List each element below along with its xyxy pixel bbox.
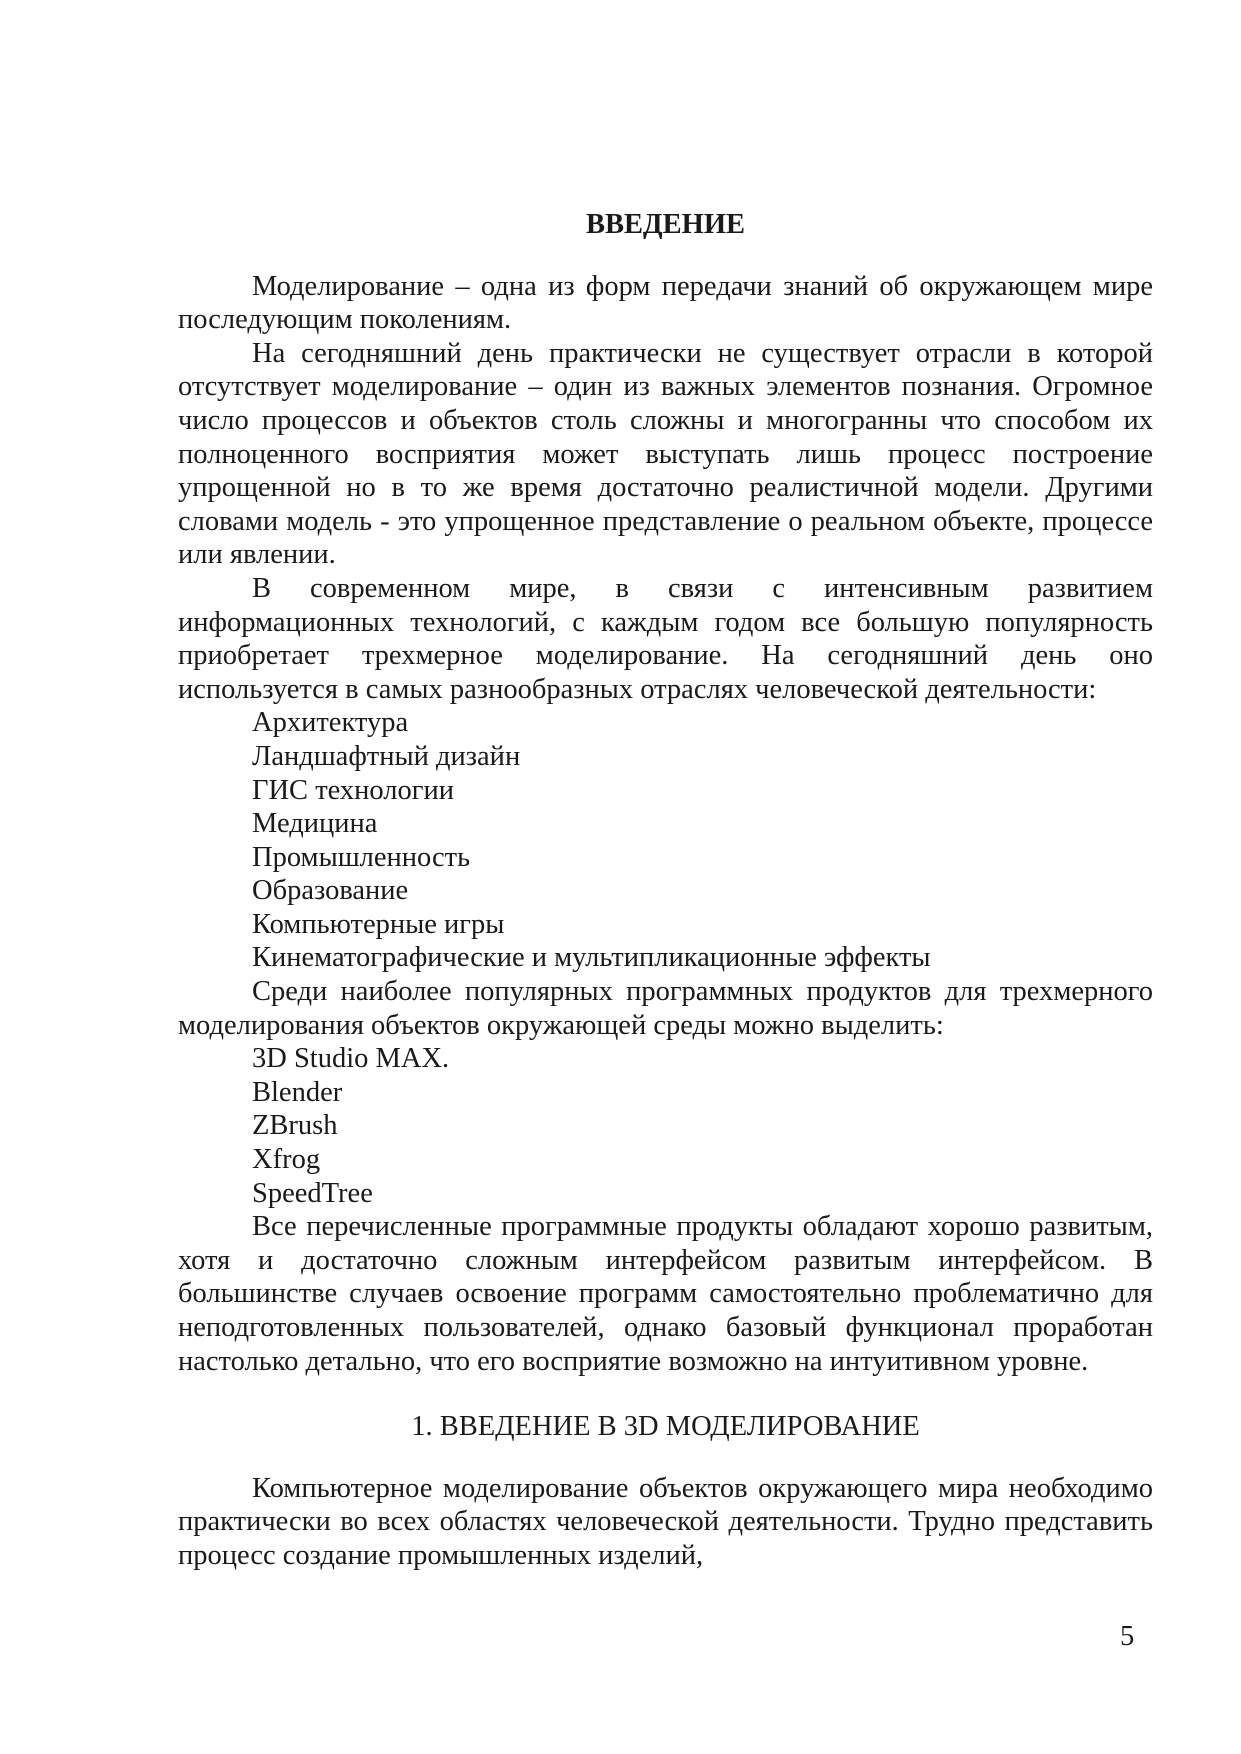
section-heading: 1. ВВЕДЕНИЕ В 3D МОДЕЛИРОВАНИЕ <box>411 1411 920 1443</box>
list-item: Кинематографические и мультипликационные эффекты <box>252 942 931 974</box>
list-item: Промышленность <box>252 841 471 873</box>
list-item: Компьютерные игры <box>252 908 505 940</box>
list-item: ГИС технологии <box>252 774 454 806</box>
list-item: Xfrog <box>252 1144 321 1176</box>
paragraph-intro: Моделирование – одна из форм передачи знаний об окружающем мире последующим поколениям. <box>178 270 1153 336</box>
page-number: 5 <box>1120 1621 1135 1652</box>
list-item: Медицина <box>252 808 378 840</box>
page-title: ВВЕДЕНИЕ <box>586 209 745 240</box>
list-item: Blender <box>252 1076 343 1108</box>
industries-list <box>178 706 1153 975</box>
paragraph-interface: Все перечисленные программные продукты обладают хорошо развитым, хотя и достаточно сложным интерфейсом развитым интерфейсом. В большинстве случаев освоение программ самостоятельно проблематично для неподготовленных пользователей, однако базовый функционал проработан настолько детально, что его восприятие возможно на интуитивном уровне. <box>178 1211 1153 1377</box>
list-item: SpeedTree <box>252 1177 373 1209</box>
software-list <box>178 1042 1153 1210</box>
page-content <box>178 208 1153 1573</box>
paragraph-computer-modeling: Компьютерное моделирование объектов окружающего мира необходимо практически во всех областях человеческой деятельности. Трудно представить процесс создание промышленных изделий, <box>178 1472 1153 1571</box>
list-item: Ландшафтный дизайн <box>252 740 521 772</box>
paragraph-software-intro: Среди наиболее популярных программных продуктов для трехмерного моделирования объектов окружающей среды можно выделить: <box>178 976 1153 1041</box>
list-item: 3D Studio MAX. <box>252 1043 450 1075</box>
list-item: Архитектура <box>252 707 409 739</box>
list-item: ZBrush <box>252 1110 338 1142</box>
paragraph-3d-popularity: В современном мире, в связи с интенсивным развитием информационных технологий, с каждым годом все большую популярность приобретает трехмерное моделирование. На сегодняшний день оно используется в самых разнообразных отраслях человеческой деятельности: <box>178 572 1153 705</box>
paragraph-modeling: На сегодняшний день практически не существует отрасли в которой отсутствует моделирование – один из важных элементов познания. Огромное число процессов и объектов столь сложны и многогранны что способом их полноценного восприятия может выступать лишь процесс построение упрощенной но в то же время достаточно реалистичной модели. Другими словами модель - это упрощенное представление о реальном объекте, процессе или явлении. <box>178 337 1153 571</box>
list-item: Образование <box>252 875 409 907</box>
